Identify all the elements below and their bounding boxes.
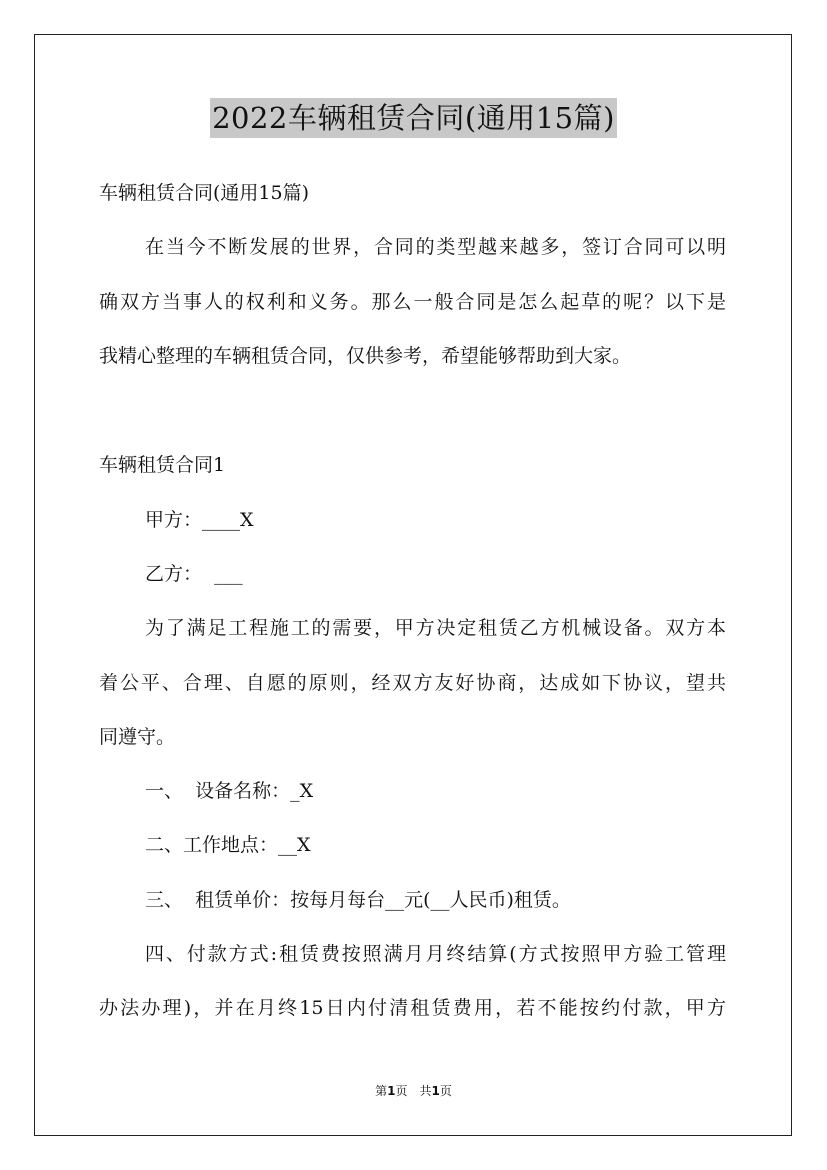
clause-3: 三、 租赁单价：按每月每台__元(__人民币)租赁。 (145, 889, 571, 911)
section-heading: 车辆租赁合同1 (99, 454, 226, 476)
page-label-post: 页 (395, 1084, 408, 1098)
party-b: 乙方： ___ (145, 563, 243, 585)
purpose-line-1: 为了满足工程施工的需要，甲方决定租赁乙方机械设备。双方本 (145, 617, 726, 639)
total-pages: 1 (431, 1084, 440, 1098)
title-container (0, 98, 827, 138)
clause-2: 二、工作地点：__X (145, 834, 311, 856)
intro-line-3: 我精心整理的车辆租赁合同，仅供参考，希望能够帮助到大家。 (99, 345, 632, 367)
total-label-pre: 共 (419, 1084, 432, 1098)
document-subtitle: 车辆租赁合同(通用15篇) (99, 182, 310, 204)
document-title: 2022车辆租赁合同(通用15篇) (210, 98, 617, 138)
page-number: 1 (387, 1084, 396, 1098)
payment-line-2: 办法办理)，并在月终15日内付清租赁费用，若不能按约付款，甲方 (99, 997, 726, 1019)
clause-1: 一、 设备名称：_X (145, 780, 314, 802)
page-footer (0, 1083, 827, 1099)
total-label-post: 页 (439, 1084, 452, 1098)
party-a: 甲方：____X (145, 509, 254, 531)
intro-line-2: 确双方当事人的权利和义务。那么一般合同是怎么起草的呢？以下是 (99, 291, 726, 313)
purpose-line-3: 同遵守。 (99, 726, 176, 748)
page-label-pre: 第 (375, 1084, 388, 1098)
payment-line-1: 四、付款方式:租赁费按照满月月终结算(方式按照甲方验工管理 (145, 943, 726, 965)
purpose-line-2: 着公平、合理、自愿的原则，经双方友好协商，达成如下协议，望共 (99, 672, 726, 694)
intro-line-1: 在当今不断发展的世界，合同的类型越来越多，签订合同可以明 (145, 236, 726, 258)
